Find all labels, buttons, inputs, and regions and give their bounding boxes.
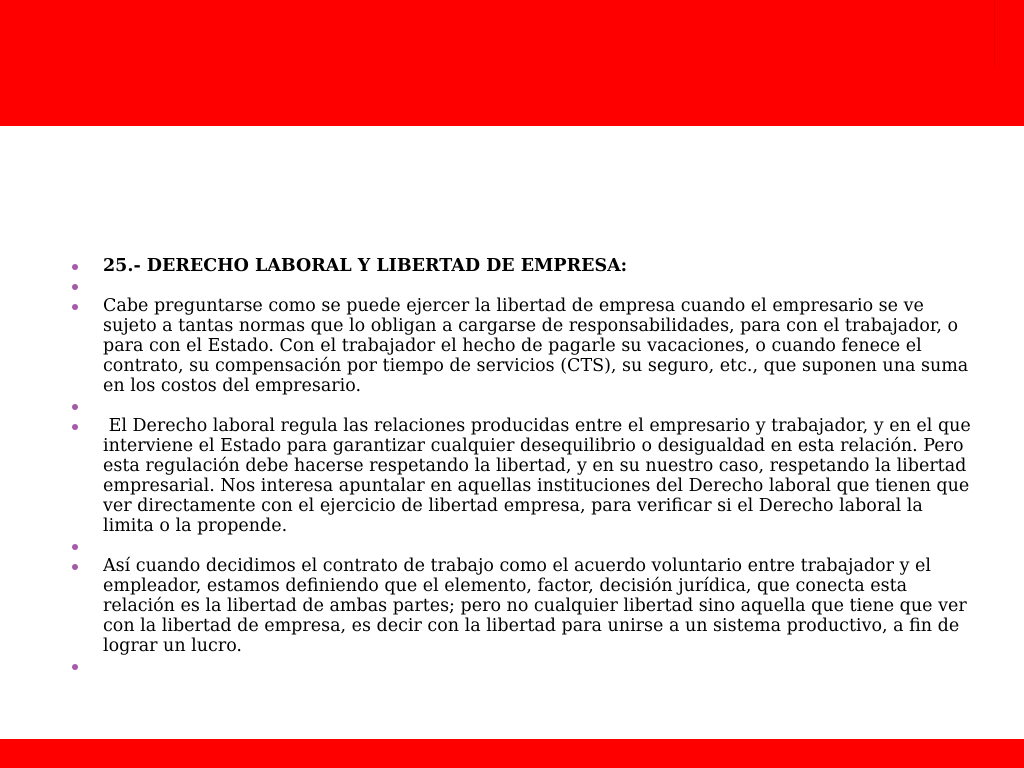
bottom-red-band (0, 739, 1024, 768)
bullet-text: Así cuando decidimos el contrato de trabajo como el acuerdo voluntario entre trabajador y el empleador, estamos definiendo que el elemento, factor, decisión jurídica, que conecta esta relación es la libertad de ambas partes; pero no cualquier libertad sino aquella que tiene que ver con la libertad de empresa, es decir con la libertad para unirse a un sistema productivo, a fin de lograr un lucro. (103, 556, 967, 656)
bullet-list (72, 256, 977, 676)
bullet-item-heading (72, 256, 972, 276)
bullet-item-empty (72, 396, 972, 416)
bullet-item-paragraph (72, 416, 977, 536)
bullet-item-empty (72, 656, 972, 676)
top-red-band (0, 0, 1024, 126)
bullet-dot-icon (72, 404, 78, 410)
bullet-dot-icon (72, 564, 78, 570)
bullet-item-paragraph (72, 556, 972, 656)
bullet-dot-icon (72, 304, 78, 310)
bullet-text: Cabe preguntarse como se puede ejercer la libertad de empresa cuando el empresario se ve sujeto a tantas normas que lo obligan a cargarse de responsabilidades, para con el trabajador, o para con el Estado. Con el trabajador el hecho de pagarle su vacaciones, o cuando fenece el contrato, su compensación por tiempo de servicios (CTS), su seguro, etc., que suponen una suma en los costos del empresario. (103, 296, 969, 396)
bullet-dot-icon (72, 664, 78, 670)
top-band-edge-line (994, 0, 995, 66)
bullet-dot-icon (72, 544, 78, 550)
bullet-item-empty (72, 276, 972, 296)
bullet-dot-icon (72, 424, 78, 430)
bullet-item-paragraph (72, 296, 972, 396)
slide-content (72, 256, 977, 676)
bullet-text: El Derecho laboral regula las relaciones producidas entre el empresario y trabajador, y en el que interviene el Estado para garantizar cualquier desequilibrio o desigualdad en esta relación. Pero esta regulación debe hacerse respetando la libertad, y en su nuestro caso, respetando la libertad empresarial. Nos interesa apuntalar en aquellas instituciones del Derecho laboral que tienen que ver directamente con el ejercicio de libertad empresa, para verificar si el Derecho laboral la limita o la propende. (103, 416, 977, 536)
bullet-item-empty (72, 536, 972, 556)
bullet-dot-icon (72, 284, 78, 290)
bullet-dot-icon (72, 264, 78, 270)
slide-heading: 25.- DERECHO LABORAL Y LIBERTAD DE EMPRESA: (103, 256, 628, 276)
